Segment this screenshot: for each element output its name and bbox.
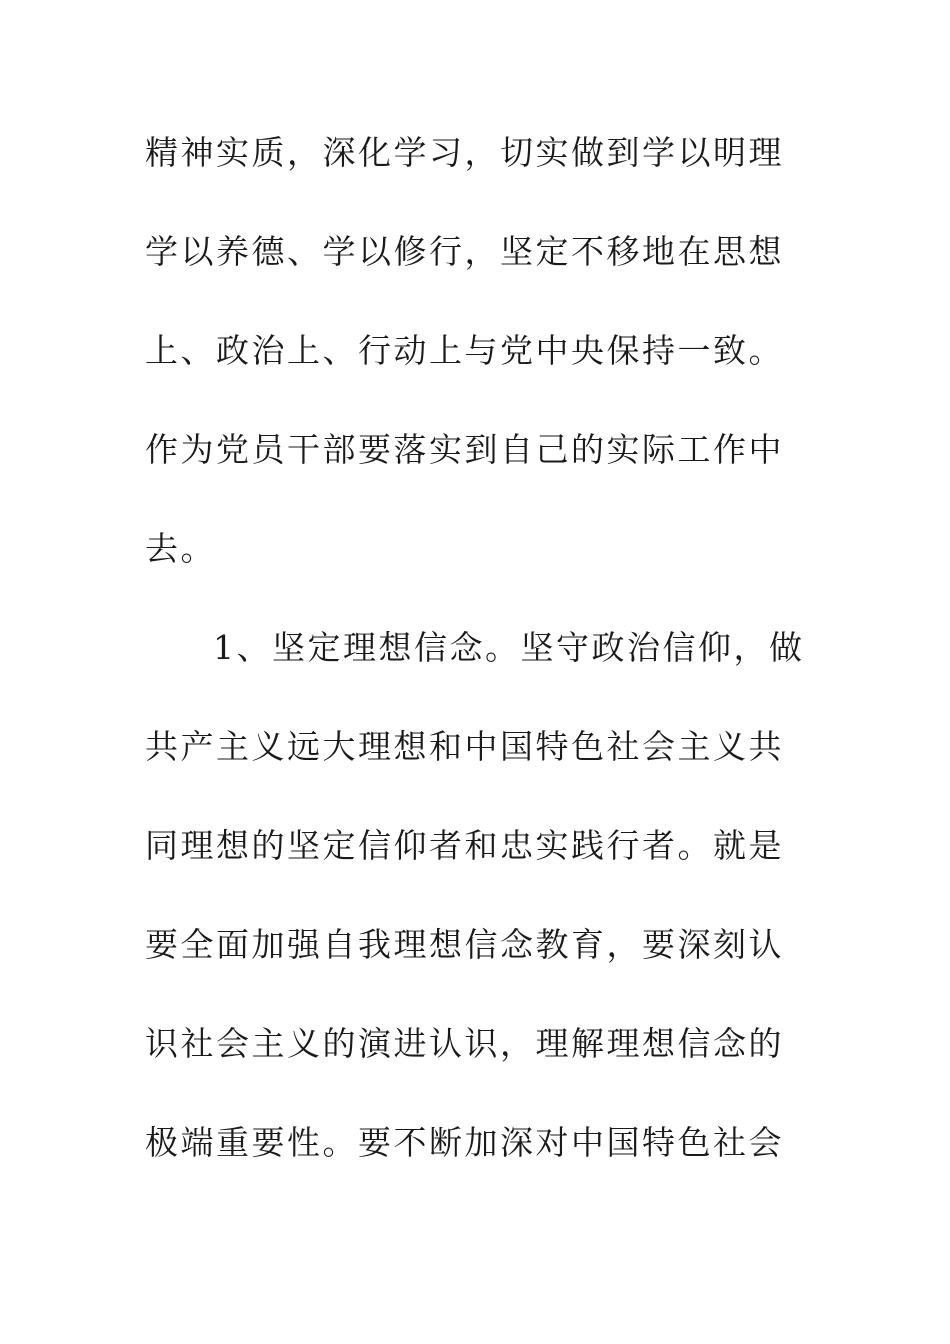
text-line: 极端重要性。要不断加深对中国特色社会 [145, 1123, 784, 1162]
text-line: 要全面加强自我理想信念教育，要深刻认 [145, 925, 784, 964]
text-line: 学以养德、学以修行，坚定不移地在思想 [145, 232, 784, 271]
text-line: 共产主义远大理想和中国特色社会主义共 [145, 727, 784, 766]
text-line: 识社会主义的演进认识，理解理想信念的 [145, 1024, 784, 1063]
paragraph-start-line: 1、坚定理想信念。坚守政治信仰，做 [213, 628, 805, 667]
text-line: 去。 [145, 529, 216, 568]
text-line: 上、政治上、行动上与党中央保持一致。 [145, 331, 784, 370]
text-line: 同理想的坚定信仰者和忠实践行者。就是 [145, 826, 784, 865]
text-line: 精神实质，深化学习，切实做到学以明理 [145, 133, 784, 172]
text-line: 作为党员干部要落实到自己的实际工作中 [145, 430, 784, 469]
body-text [145, 123, 845, 1212]
